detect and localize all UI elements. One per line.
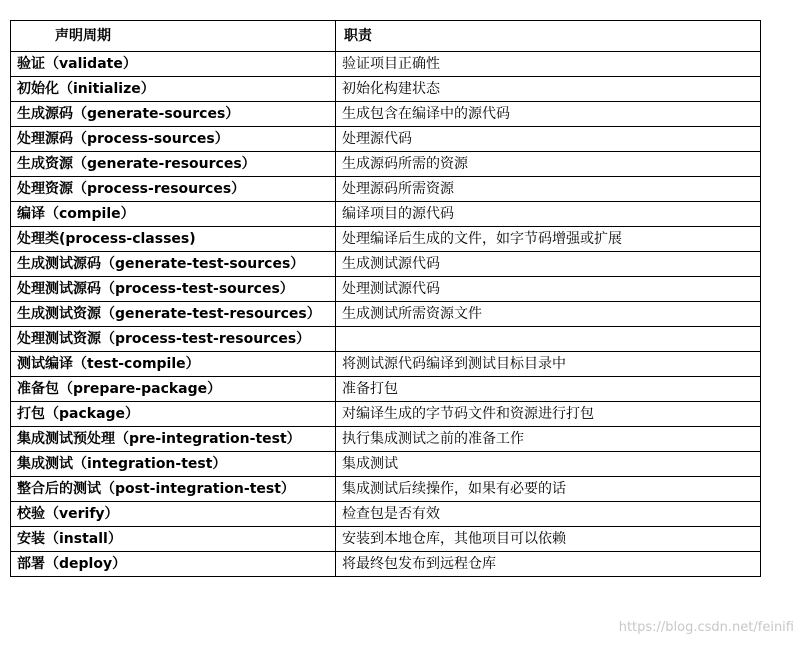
duty-cell: 验证项目正确性	[336, 52, 761, 77]
table-row	[11, 77, 761, 102]
table-header-row	[11, 21, 761, 52]
table-row	[11, 177, 761, 202]
table-row	[11, 402, 761, 427]
duty-cell: 将测试源代码编译到测试目标目录中	[336, 352, 761, 377]
duty-cell: 集成测试后续操作，如果有必要的话	[336, 477, 761, 502]
duty-cell: 处理测试源代码	[336, 277, 761, 302]
table-row	[11, 502, 761, 527]
phase-cell: 处理测试源码（process-test-sources）	[11, 277, 336, 302]
table-row	[11, 52, 761, 77]
table-row	[11, 477, 761, 502]
phase-cell: 测试编译（test-compile）	[11, 352, 336, 377]
table-row	[11, 102, 761, 127]
table-row	[11, 452, 761, 477]
phase-cell: 打包（package）	[11, 402, 336, 427]
header-phase: 声明周期	[11, 21, 336, 52]
phase-cell: 生成资源（generate-resources）	[11, 152, 336, 177]
phase-cell: 集成测试预处理（pre-integration-test）	[11, 427, 336, 452]
duty-cell: 初始化构建状态	[336, 77, 761, 102]
duty-cell: 处理源代码	[336, 127, 761, 152]
duty-cell: 集成测试	[336, 452, 761, 477]
phase-cell: 集成测试（integration-test）	[11, 452, 336, 477]
table-row	[11, 302, 761, 327]
duty-cell: 对编译生成的字节码文件和资源进行打包	[336, 402, 761, 427]
table-row	[11, 327, 761, 352]
table-row	[11, 152, 761, 177]
table-row	[11, 252, 761, 277]
phase-cell: 生成源码（generate-sources）	[11, 102, 336, 127]
duty-cell: 将最终包发布到远程仓库	[336, 552, 761, 577]
duty-cell: 生成测试所需资源文件	[336, 302, 761, 327]
table-row	[11, 377, 761, 402]
header-duty: 职责	[336, 21, 761, 52]
phase-cell: 验证（validate）	[11, 52, 336, 77]
phase-cell: 处理类(process-classes)	[11, 227, 336, 252]
duty-cell: 准备打包	[336, 377, 761, 402]
phase-cell: 部署（deploy）	[11, 552, 336, 577]
phase-cell: 处理测试资源（process-test-resources）	[11, 327, 336, 352]
watermark-text: https://blog.csdn.net/feinifi	[618, 620, 794, 635]
table-row	[11, 227, 761, 252]
phase-cell: 准备包（prepare-package）	[11, 377, 336, 402]
duty-cell: 检查包是否有效	[336, 502, 761, 527]
phase-cell: 校验（verify）	[11, 502, 336, 527]
duty-cell: 处理源码所需资源	[336, 177, 761, 202]
lifecycle-table	[10, 20, 761, 577]
table-row	[11, 427, 761, 452]
phase-cell: 处理源码（process-sources）	[11, 127, 336, 152]
duty-cell: 生成源码所需的资源	[336, 152, 761, 177]
phase-cell: 生成测试源码（generate-test-sources）	[11, 252, 336, 277]
duty-cell: 执行集成测试之前的准备工作	[336, 427, 761, 452]
lifecycle-table-container	[10, 20, 760, 577]
table-row	[11, 202, 761, 227]
phase-cell: 生成测试资源（generate-test-resources）	[11, 302, 336, 327]
duty-cell	[336, 327, 761, 352]
phase-cell: 整合后的测试（post-integration-test）	[11, 477, 336, 502]
duty-cell: 生成包含在编译中的源代码	[336, 102, 761, 127]
phase-cell: 安装（install）	[11, 527, 336, 552]
duty-cell: 处理编译后生成的文件，如字节码增强或扩展	[336, 227, 761, 252]
table-row	[11, 527, 761, 552]
phase-cell: 编译（compile）	[11, 202, 336, 227]
duty-cell: 生成测试源代码	[336, 252, 761, 277]
phase-cell: 处理资源（process-resources）	[11, 177, 336, 202]
table-row	[11, 277, 761, 302]
table-row	[11, 552, 761, 577]
table-row	[11, 352, 761, 377]
duty-cell: 安装到本地仓库，其他项目可以依赖	[336, 527, 761, 552]
table-row	[11, 127, 761, 152]
phase-cell: 初始化（initialize）	[11, 77, 336, 102]
duty-cell: 编译项目的源代码	[336, 202, 761, 227]
